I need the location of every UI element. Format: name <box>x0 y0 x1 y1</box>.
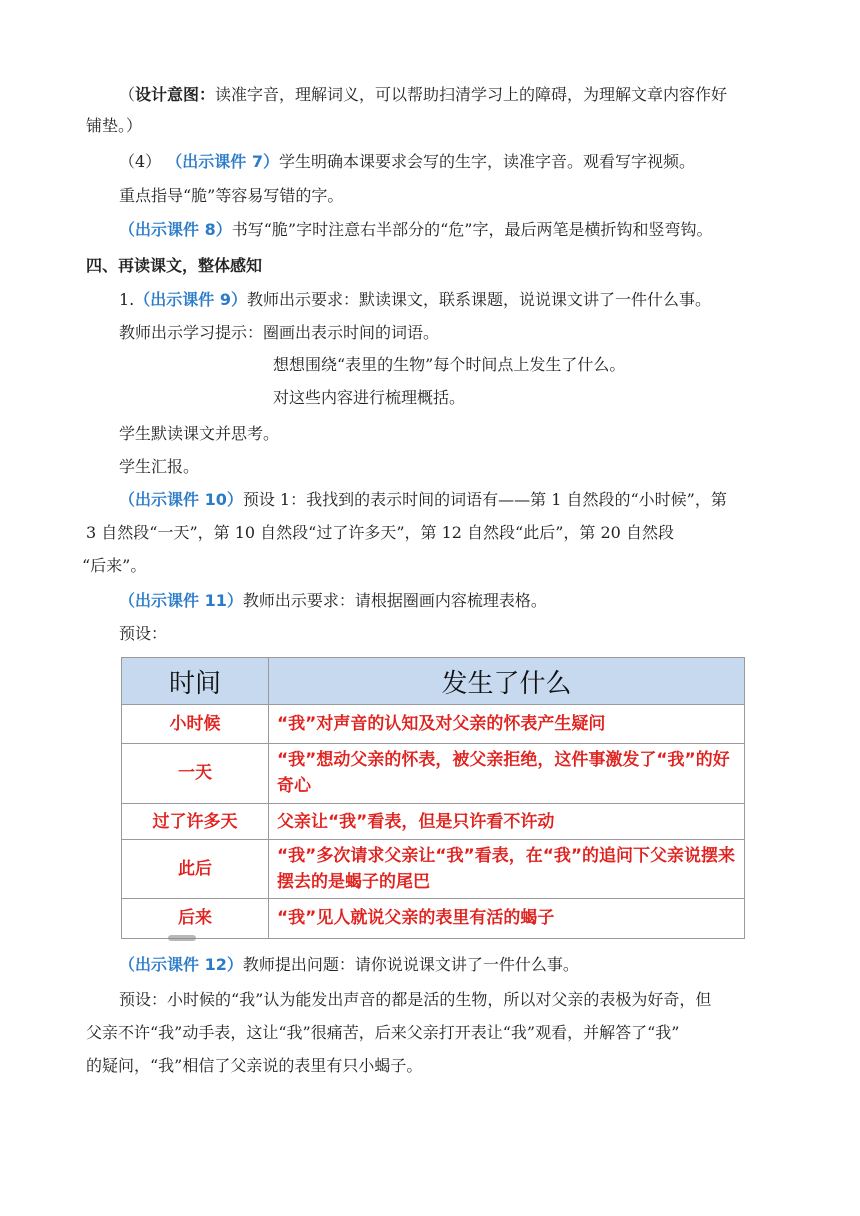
courseware-ref-12: （出示课件 12） <box>119 955 243 974</box>
student-read: 学生默读课文并思考。 <box>119 424 280 443</box>
preset-label: 预设： <box>119 624 168 643</box>
table-cell-time: 此后 <box>122 840 269 898</box>
para-ref-8 <box>119 220 712 240</box>
table-row <box>122 840 745 898</box>
table-row <box>122 705 745 743</box>
courseware-ref-7: （出示课件 7） <box>166 152 279 171</box>
scan-smudge <box>168 935 196 941</box>
table-cell-event: 父亲让“我”看表，但是只许看不许动 <box>269 804 745 840</box>
hint-lead: 教师出示学习提示：圈画出表示时间的词语。 <box>119 323 440 342</box>
courseware-ref-9: （出示课件 9） <box>134 290 247 309</box>
courseware-ref-10: （出示课件 10） <box>119 490 243 509</box>
para-ref-10-line-3: “后来”。 <box>82 556 147 575</box>
table-cell-event: “我”多次请求父亲让“我”看表，在“我”的追问下父亲说摆来摆去的是蝎子的尾巴 <box>269 840 745 898</box>
table-header-event: 发生了什么 <box>269 658 745 705</box>
table-cell-time: 小时候 <box>122 705 269 743</box>
para-ref-10-line-1 <box>119 490 727 510</box>
para-4 <box>119 152 695 172</box>
student-report: 学生汇报。 <box>119 457 200 476</box>
table-cell-time: 过了许多天 <box>122 804 269 840</box>
table-header-row <box>122 658 745 705</box>
courseware-ref-8: （出示课件 8） <box>119 220 232 239</box>
design-intent-line-2: 铺垫。） <box>86 116 143 135</box>
para-ref-11 <box>119 591 547 611</box>
table-cell-time: 后来 <box>122 898 269 938</box>
para-1-number: 1. <box>119 290 135 309</box>
para-ref-11-text: 教师出示要求：请根据圈画内容梳理表格。 <box>242 591 547 610</box>
design-intent-line-1 <box>119 85 727 105</box>
para-ref-12-text: 教师提出问题：请你说说课文讲了一件什么事。 <box>242 955 579 974</box>
table-cell-event: “我”想动父亲的怀表，被父亲拒绝，这件事激发了“我”的好奇心 <box>269 743 745 803</box>
para-1-text: 教师出示要求：默读课文，联系课题，说说课文讲了一件什么事。 <box>246 290 711 309</box>
section-heading: 四、再读课文，整体感知 <box>86 256 263 275</box>
hint-line-3: 对这些内容进行梳理概括。 <box>273 388 466 407</box>
para-ref-12 <box>119 955 579 975</box>
para-4-text: 学生明确本课要求会写的生字，读准字音。观看写字视频。 <box>279 152 696 171</box>
summary-line-1: 预设：小时候的“我”认为能发出声音的都是活的生物，所以对父亲的表极为好奇，但 <box>119 990 712 1009</box>
para-ref-8-text: 书写“脆”字时注意右半部分的“危”字，最后两笔是横折钩和竖弯钩。 <box>231 220 713 239</box>
table-cell-time: 一天 <box>122 743 269 803</box>
design-intent-text: 读准字音，理解词义，可以帮助扫清学习上的障碍，为理解文章内容作好 <box>215 85 728 104</box>
para-4-number: （4） <box>119 152 162 171</box>
table-row <box>122 804 745 840</box>
para-ref-10-line-2: 3 自然段“一天”，第 10 自然段“过了许多天”，第 12 自然段“此后”，第 20 自然段 <box>86 523 674 542</box>
table-cell-event: “我”对声音的认知及对父亲的怀表产生疑问 <box>269 705 745 743</box>
timeline-table <box>121 657 745 939</box>
summary-line-2: 父亲不许“我”动手表，这让“我”很痛苦，后来父亲打开表让“我”观看，并解答了“我” <box>86 1023 680 1042</box>
courseware-ref-11: （出示课件 11） <box>119 591 243 610</box>
table-header-time: 时间 <box>122 658 269 705</box>
para-1 <box>119 290 711 310</box>
hint-line-2: 想想围绕“表里的生物”每个时间点上发生了什么。 <box>273 355 626 374</box>
summary-line-3: 的疑问，“我”相信了父亲说的表里有只小蝎子。 <box>86 1056 423 1075</box>
focus-guidance: 重点指导“脆”等容易写错的字。 <box>119 186 344 205</box>
table-row <box>122 898 745 938</box>
design-intent-label: 设计意图： <box>135 85 216 104</box>
table-cell-event: “我”见人就说父亲的表里有活的蝎子 <box>269 898 745 938</box>
paren-open: （ <box>119 85 136 104</box>
para-ref-10-text-1: 预设 1：我找到的表示时间的词语有——第 1 自然段的“小时候”，第 <box>242 490 727 509</box>
table-row <box>122 743 745 803</box>
